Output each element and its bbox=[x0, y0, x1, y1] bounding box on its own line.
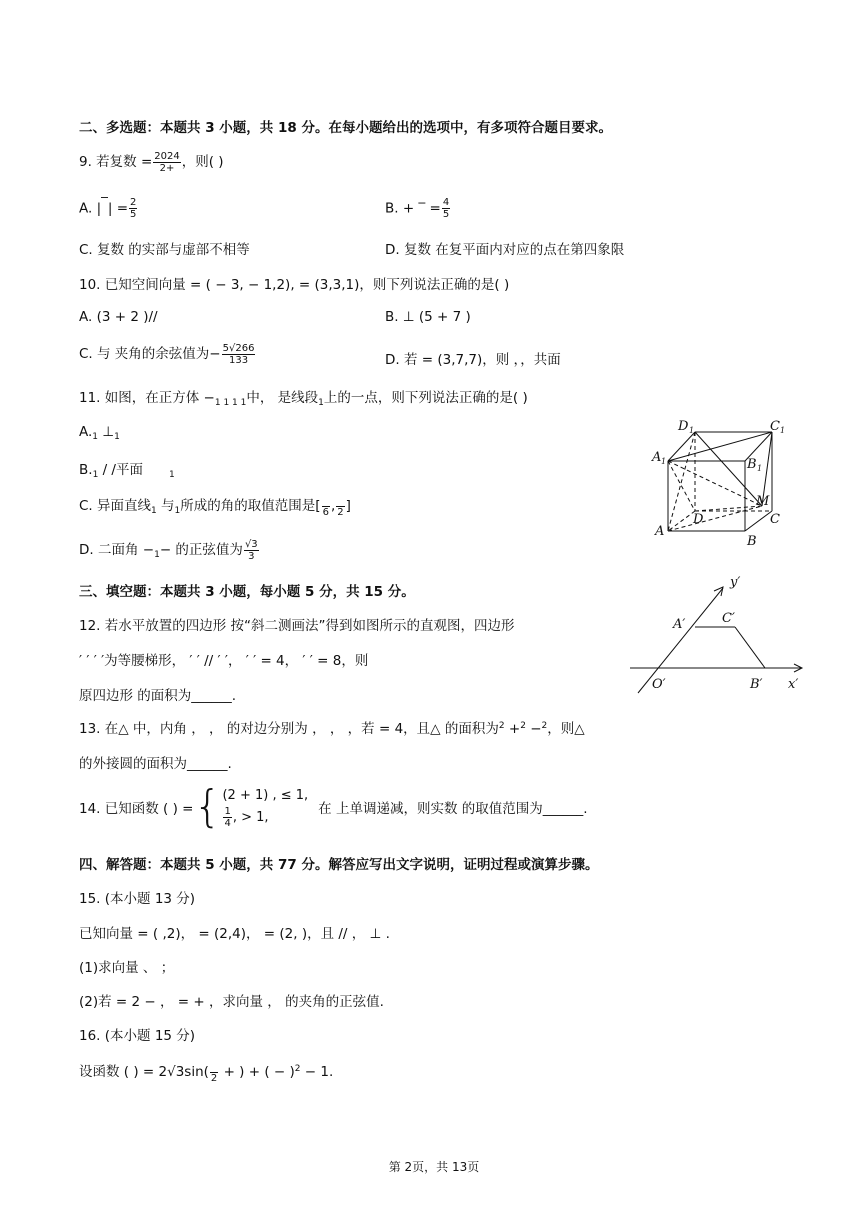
q13-text-b: + bbox=[504, 721, 521, 737]
page-footer: 第 2页，共 13页 bbox=[388, 1160, 480, 1174]
q9-option-a bbox=[79, 194, 138, 220]
q11-a-text: A. bbox=[79, 424, 93, 440]
q14-case2-num: 1 bbox=[224, 805, 231, 817]
q9-stem-b: ，则( ) bbox=[181, 154, 224, 170]
q11-a-sub2: 1 bbox=[114, 432, 120, 442]
q11-d-sub1: 1 bbox=[154, 550, 160, 560]
q11-c-f2-den: 2 bbox=[337, 506, 344, 518]
q9-b-text: B. + ‾ = bbox=[385, 200, 441, 217]
q14-case2-frac bbox=[223, 806, 231, 829]
question-15-part-1: (1)求向量 、 ； bbox=[79, 960, 175, 976]
q9-a-text2: | = bbox=[107, 200, 129, 217]
q11-d-text2: − 的正弦值为 bbox=[159, 542, 243, 558]
section-heading-solutions: 四、解答题：本题共 5 小题，共 77 分。解答应写出文字说明，证明过程或演算步骤。 bbox=[79, 857, 599, 873]
q11-b-sub2: 1 bbox=[168, 470, 175, 480]
q9-b-frac bbox=[442, 197, 450, 220]
cube-label-m: M bbox=[756, 494, 770, 509]
q9-frac-den: 2+ bbox=[159, 162, 175, 174]
q9-a-num: 2 bbox=[130, 197, 137, 208]
cube-sub-d1: 1 bbox=[689, 426, 695, 435]
q16-sup: 2 bbox=[294, 1064, 301, 1074]
q11-stem-sub2: 1 bbox=[318, 398, 324, 408]
q10-c-frac bbox=[222, 343, 256, 366]
q16-frac bbox=[210, 1061, 218, 1084]
q10-c-text: C. 与 夹角的余弦值为− bbox=[79, 346, 221, 362]
question-9-stem bbox=[79, 150, 224, 174]
section-heading-multiple-choice: 二、多选题：本题共 3 小题，共 18 分。在每小题给出的选项中，有多项符合题目要求。 bbox=[79, 120, 612, 136]
question-15-title: 15. (本小题 13 分) bbox=[79, 891, 196, 907]
q9-option-c: C. 复数 的实部与虚部不相等 bbox=[79, 242, 250, 258]
q10-c-den: 133 bbox=[228, 354, 249, 366]
q11-d-num: √3 bbox=[244, 538, 258, 550]
q14-case-1: (2 + 1) , ≤ 1, bbox=[222, 787, 309, 803]
q11-stem-c: 上的一点，则下列说法正确的是( ) bbox=[323, 390, 528, 406]
q10-option-c bbox=[79, 342, 256, 366]
q13-sup-2: 2 bbox=[520, 721, 526, 731]
q11-b-text2: / /平面 bbox=[98, 462, 143, 478]
q10-option-b: B. ⊥ (5 + 7 ) bbox=[385, 309, 471, 325]
cube-label-a1: A bbox=[652, 450, 662, 465]
oblique-label-x: x′ bbox=[788, 677, 799, 692]
cube-label-a: A bbox=[655, 524, 665, 539]
oblique-label-y: y′ bbox=[730, 575, 741, 590]
question-16-line-1 bbox=[79, 1060, 333, 1084]
q11-stem-a: 11. 如图，在正方体 − bbox=[79, 390, 215, 406]
oblique-label-c: C′ bbox=[722, 611, 735, 626]
q11-stem-sub: 1 1 1 1 bbox=[214, 398, 247, 408]
q9-option-d: D. 复数 在复平面内对应的点在第四象限 bbox=[385, 242, 625, 258]
q9-b-num: 4 bbox=[442, 197, 450, 208]
section-heading-fill-in: 三、填空题：本题共 3 小题，每小题 5 分，共 15 分。 bbox=[79, 584, 415, 600]
q16-text-c: − 1. bbox=[300, 1064, 334, 1080]
cube-figure bbox=[648, 416, 793, 551]
q13-text-a: 13. 在△ 中，内角 ， ， 的对边分别为 ， ， ，若 = 4，且△ 的面积为 bbox=[79, 721, 499, 737]
question-10-stem: 10. 已知空间向量 = ( − 3, − 1,2), = (3,3,1)，则下列说法正确的是( ) bbox=[79, 277, 510, 293]
q11-c-sub2: 1 bbox=[174, 506, 181, 516]
oblique-label-a: A′ bbox=[673, 617, 686, 632]
q10-c-num: 5√266 bbox=[222, 342, 255, 354]
cube-label-b1: B bbox=[747, 457, 757, 472]
question-15-part-2: (2)若 = 2 − ， = + ，求向量 ， 的夹角的正弦值. bbox=[79, 994, 384, 1010]
q9-frac-num: 2024 bbox=[154, 150, 180, 162]
q11-b-text: B. bbox=[79, 462, 93, 478]
q13-sup-3: 2 bbox=[541, 721, 548, 731]
q13-text-c: − bbox=[525, 721, 542, 737]
q10-option-a: A. (3 + 2 )// bbox=[79, 309, 158, 325]
oblique-label-o: O′ bbox=[652, 677, 666, 692]
q11-c-f1-den: 6 bbox=[322, 506, 329, 518]
q14-piecewise bbox=[222, 786, 308, 829]
q16-frac-den: 2 bbox=[210, 1072, 218, 1084]
q11-option-b bbox=[79, 458, 175, 480]
q14-stem: 14. 已知函数 ( ) = bbox=[79, 801, 194, 817]
q9-a-text: A. | bbox=[79, 200, 102, 217]
q14-case-2: , > 1, bbox=[232, 809, 269, 825]
question-14 bbox=[79, 781, 588, 832]
cube-sub-c1: 1 bbox=[780, 426, 786, 435]
q9-fraction bbox=[153, 151, 180, 174]
q9-a-den: 5 bbox=[130, 209, 137, 220]
q14-brace: { bbox=[193, 781, 222, 832]
question-13-line-1 bbox=[79, 717, 585, 737]
q14-case2-den: 4 bbox=[224, 817, 231, 829]
q9-b-den: 5 bbox=[442, 209, 450, 220]
q11-c-frac2 bbox=[336, 495, 344, 518]
q11-d-text: D. 二面角 − bbox=[79, 542, 155, 558]
q13-text-d: ，则△ bbox=[547, 721, 585, 737]
cube-label-b: B bbox=[747, 534, 757, 549]
q11-b-sub1: 1 bbox=[92, 470, 99, 480]
q11-c-text3: 所成的角的取值范围是[ bbox=[180, 498, 321, 514]
cube-sub-a1: 1 bbox=[661, 457, 667, 466]
q13-sup-1: 2 bbox=[498, 721, 505, 731]
q11-a-text2: ⊥ bbox=[98, 424, 115, 440]
question-12-line-3: 原四边形 的面积为______. bbox=[79, 688, 237, 704]
question-12-line-1: 12. 若水平放置的四边形 按“斜二测画法”得到如图所示的直观图，四边形 bbox=[79, 618, 515, 634]
q9-option-b bbox=[385, 197, 451, 220]
cube-label-c1: C bbox=[770, 419, 780, 434]
question-13-line-2: 的外接圆的面积为______. bbox=[79, 756, 232, 772]
q11-option-c: C. 异面直线$_1$ 与$_1$所成的角的取值范围是[ 6 , 2 ] bbox=[79, 494, 351, 518]
q11-a-sub1: 1 bbox=[92, 432, 99, 442]
cube-label-d1: D bbox=[678, 419, 689, 434]
q11-stem-b: 中， 是线段 bbox=[246, 390, 319, 406]
oblique-label-b: B′ bbox=[750, 677, 763, 692]
q11-c-text: C. 异面直线 bbox=[79, 498, 152, 514]
q11-option-d bbox=[79, 538, 260, 562]
q14-tail: 在 上单调递减，则实数 的取值范围为______. bbox=[318, 801, 588, 817]
q11-c-text4: ] bbox=[345, 498, 351, 514]
cube-label-c: C bbox=[770, 512, 780, 527]
question-16-title: 16. (本小题 15 分) bbox=[79, 1028, 196, 1044]
q11-c-sub1: 1 bbox=[151, 506, 157, 516]
q11-option-a bbox=[79, 424, 120, 442]
cube-label-d: D bbox=[693, 512, 704, 527]
q16-text-a: 设函数 ( ) = 2√3sin( bbox=[79, 1064, 209, 1080]
question-15-line-1: 已知向量 = ( ,2)， = (2,4)， = (2, )，且 // ， ⊥ . bbox=[79, 926, 390, 942]
q11-d-frac bbox=[244, 539, 259, 562]
oblique-projection-figure bbox=[626, 572, 816, 697]
q9-stem-a: 9. 若复数 = bbox=[79, 154, 153, 170]
question-11-stem bbox=[79, 386, 528, 408]
q11-d-den: 3 bbox=[248, 550, 255, 562]
q10-option-d: D. 若 = (3,7,7)，则 ，，共面 bbox=[385, 352, 561, 368]
q9-a-frac bbox=[129, 197, 137, 220]
q16-text-b: + ) + ( − ) bbox=[219, 1064, 295, 1080]
cube-sub-b1: 1 bbox=[757, 464, 763, 473]
q9-a-bar: ‾ bbox=[101, 194, 108, 211]
q11-c-frac1 bbox=[322, 495, 330, 518]
q11-c-text2: 与 bbox=[156, 498, 175, 514]
question-12-line-2: ′ ′ ′ ′为等腰梯形， ′ ′ // ′ ′， ′ ′ = 4， ′ ′ = 8，则 bbox=[79, 653, 369, 669]
